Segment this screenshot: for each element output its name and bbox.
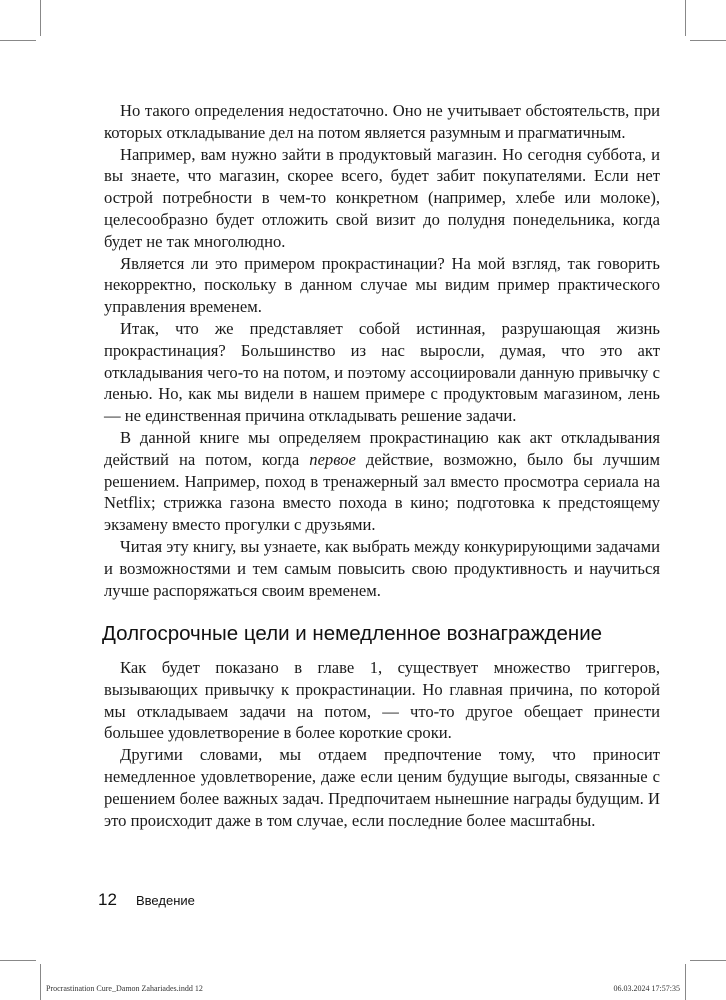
crop-mark bbox=[685, 0, 686, 36]
emphasis-text: первое bbox=[309, 449, 356, 469]
body-text-bottom bbox=[104, 657, 660, 831]
crop-mark bbox=[685, 964, 686, 1000]
section-heading: Долгосрочные цели и немедленное вознаграждение bbox=[102, 622, 603, 645]
page-number: 12 bbox=[98, 890, 117, 909]
crop-mark bbox=[40, 964, 41, 1000]
paragraph-text: действие, возможно, было бы лучшим решением. Например, поход в тренажерный зал вместо просмотра сериала на Netflix; стрижка газона вместо похода в кино; подготовка к предстоящему экзамену вместо прогулки с друзьями. bbox=[104, 449, 660, 535]
paragraph bbox=[104, 427, 660, 536]
print-slug-date: 06.03.2024 17:57:35 bbox=[613, 984, 680, 993]
paragraph: Например, вам нужно зайти в продуктовый магазин. Но сегодня суббота, и вы знаете, что магазин, скорее всего, будет забит покупателями. Если нет острой потребности в чем-то конкретном (например, хлебе или молоке), целесообразно будет отложить свой визит до полудня понедельника, когда будет не так многолюдно. bbox=[104, 144, 660, 251]
paragraph: Читая эту книгу, вы узнаете, как выбрать между конкурирующими задачами и возможностями и тем самым повысить свою продуктивность и научиться лучше распоряжаться своим временем. bbox=[104, 536, 660, 600]
crop-mark bbox=[0, 960, 36, 961]
crop-mark bbox=[40, 0, 41, 36]
paragraph: Является ли это примером прокрастинации? На мой взгляд, так говорить некорректно, поскольку в данном случае мы видим пример практического управления временем. bbox=[104, 253, 660, 317]
running-footer-section: Введение bbox=[136, 893, 195, 908]
crop-mark bbox=[690, 40, 726, 41]
print-slug-file: Procrastination Cure_Damon Zahariades.indd 12 bbox=[46, 984, 203, 993]
crop-mark bbox=[690, 960, 726, 961]
body-text-top bbox=[104, 100, 660, 601]
paragraph-text: В данной книге мы определяем прокрастинацию как акт откладывания действий на потом, когда bbox=[104, 427, 660, 469]
paragraph: Итак, что же представляет собой истинная, разрушающая жизнь прокрастинация? Большинство из нас выросли, думая, что это акт откладывания чего-то на потом, и поэтому ассоциировали данную привычку с ленью. Но, как мы видели в нашем примере с продуктовым магазином, лень — не единственная причина откладывать решение задачи. bbox=[104, 318, 660, 426]
paragraph: Как будет показано в главе 1, существует множество триггеров, вызывающих привычку к прокрастинации. Но главная причина, по которой мы откладываем задачи на потом, — что-то другое обещает принести большее удовлетворение в более короткие сроки. bbox=[104, 658, 660, 743]
paragraph: Другими словами, мы отдаем предпочтение тому, что приносит немедленное удовлетворение, даже если ценим будущие выгоды, связанные с решением более важных задач. Предпочитаем нынешние награды будущим. И это происходит даже в том случае, если последние более масштабны. bbox=[104, 745, 660, 830]
crop-mark bbox=[0, 40, 36, 41]
paragraph: Но такого определения недостаточно. Оно не учитывает обстоятельств, при которых откладывание дел на потом является разумным и прагматичным. bbox=[104, 101, 660, 142]
